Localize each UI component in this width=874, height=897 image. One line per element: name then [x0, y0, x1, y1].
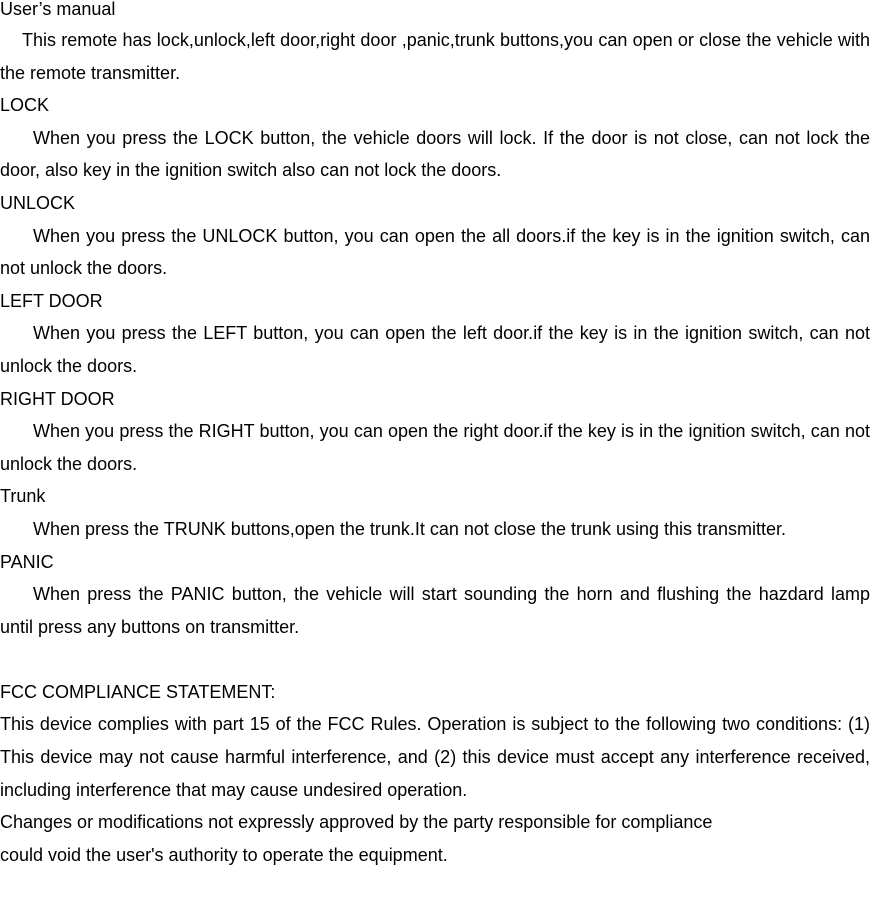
- section-heading: PANIC: [0, 551, 54, 572]
- section-text: When you press the LEFT button, you can open the left door.if the key is in the ignition switch, can not unlock the doors.: [0, 323, 870, 376]
- intro-paragraph: This remote has lock,unlock,left door,right door ,panic,trunk buttons,you can open or close the vehicle with the remote transmitter.: [0, 30, 870, 83]
- section-panic: [0, 546, 870, 644]
- fcc-changes-line-2: could void the user's authority to operate the equipment.: [0, 844, 448, 865]
- fcc-statement-text: This device complies with part 15 of the FCC Rules. Operation is subject to the following two conditions: (1) This device may not cause harmful interference, and (2) this device must accept any interference received, including interference that may cause undesired operation.: [0, 714, 870, 800]
- fcc-statement-block: [0, 676, 870, 872]
- section-text: When press the PANIC button, the vehicle will start sounding the horn and flushing the hazdard lamp until press any buttons on transmitter.: [0, 584, 870, 637]
- document-title: User’s manual: [0, 0, 116, 19]
- section-heading: LOCK: [0, 95, 50, 116]
- section-left-door: [0, 285, 870, 383]
- section-heading: UNLOCK: [0, 192, 76, 213]
- section-lock: [0, 89, 870, 187]
- blank-line: [0, 643, 870, 676]
- section-text: When press the TRUNK buttons,open the trunk.It can not close the trunk using this transmitter.: [33, 518, 787, 539]
- section-heading: RIGHT DOOR: [0, 388, 115, 409]
- section-heading: Trunk: [0, 486, 46, 507]
- section-trunk: [0, 480, 870, 545]
- section-text: When you press the RIGHT button, you can open the right door.if the key is in the ignition switch, can not unlock the doors.: [0, 421, 870, 474]
- fcc-heading: FCC COMPLIANCE STATEMENT:: [0, 681, 276, 702]
- section-text: When you press the UNLOCK button, you can open the all doors.if the key is in the ignition switch, can not unlock the doors.: [0, 225, 870, 279]
- section-right-door: [0, 383, 870, 481]
- section-text: When you press the LOCK button, the vehicle doors will lock. If the door is not close, can not lock the door, also key in the ignition switch also can not lock the doors.: [0, 127, 870, 181]
- section-unlock: [0, 187, 870, 285]
- fcc-changes-line-1: Changes or modifications not expressly approved by the party responsible for compliance: [0, 812, 713, 833]
- section-heading: LEFT DOOR: [0, 290, 103, 311]
